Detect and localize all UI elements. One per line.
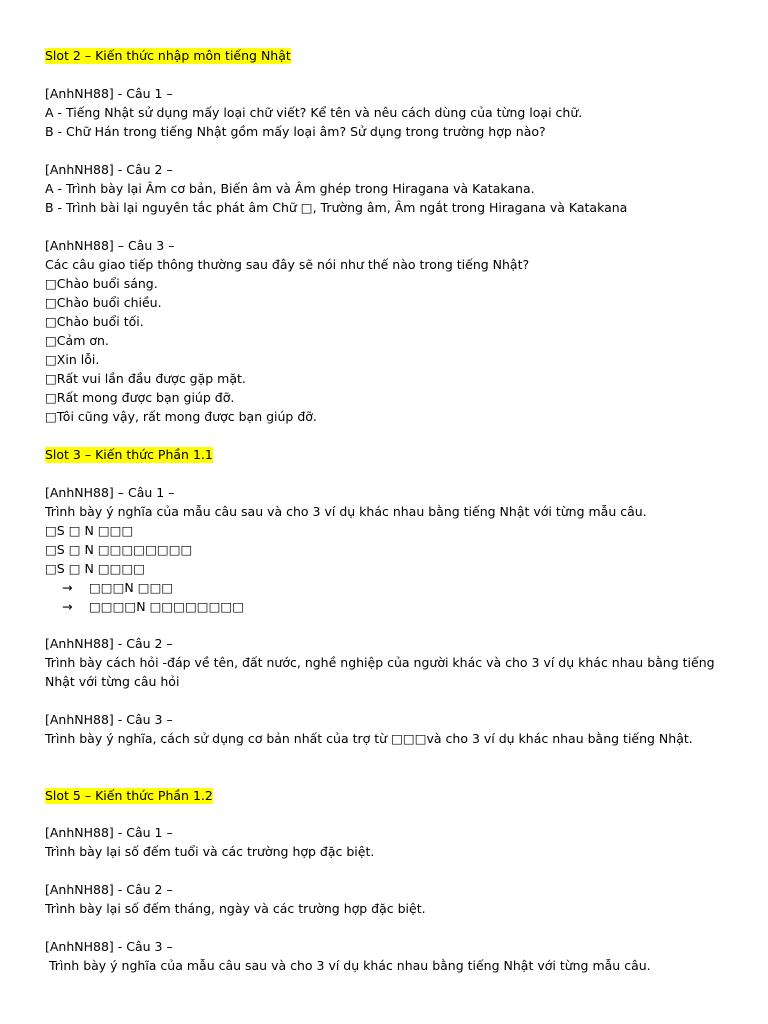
list-item: □Tôi cũng vậy, rất mong được bạn giúp đỡ. [45, 409, 317, 424]
slot5-q1-title: [AnhNH88] - Câu 1 – [45, 825, 173, 840]
slot2-q1-line-b: B - Chữ Hán trong tiếng Nhật gồm mấy loại âm? Sử dụng trong trường hợp nào? [45, 124, 546, 139]
slot3-q2-line-2: Nhật với từng câu hỏi [45, 674, 180, 689]
slot2-heading: Slot 2 – Kiến thức nhập môn tiếng Nhật [45, 48, 291, 63]
list-item: □Cảm ơn. [45, 333, 109, 348]
slot2-q1-title: [AnhNH88] - Câu 1 – [45, 86, 173, 101]
list-item: □Chào buổi sáng. [45, 276, 158, 291]
slot5-q2-title: [AnhNH88] - Câu 2 – [45, 882, 173, 897]
list-item: □Rất mong được bạn giúp đỡ. [45, 390, 235, 405]
slot3-heading: Slot 3 – Kiến thức Phần 1.1 [45, 447, 213, 462]
slot2-q2-title: [AnhNH88] - Câu 2 – [45, 162, 173, 177]
slot3-q3-line: Trình bày ý nghĩa, cách sử dụng cơ bản nhất của trợ từ □□□và cho 3 ví dụ khác nhau bằng tiếng Nhật. [45, 731, 693, 746]
pattern-item: □S □ N □□□□ [45, 561, 146, 576]
list-item: □Chào buổi tối. [45, 314, 144, 329]
slot2-q3-title: [AnhNH88] – Câu 3 – [45, 238, 175, 253]
arrow-icon: → [62, 580, 73, 595]
slot2-q2-line-b: B - Trình bài lại nguyên tắc phát âm Chữ □, Trường âm, Âm ngắt trong Hiragana và Katakana [45, 200, 628, 215]
slot5-q3-line: Trình bày ý nghĩa của mẫu câu sau và cho 3 ví dụ khác nhau bằng tiếng Nhật với từng mẫu câu. [45, 958, 651, 973]
slot3-q1-title: [AnhNH88] – Câu 1 – [45, 485, 175, 500]
slot2-q2-line-a: A - Trình bày lại Âm cơ bản, Biến âm và Âm ghép trong Hiragana và Katakana. [45, 181, 535, 196]
slot3-q2-title: [AnhNH88] - Câu 2 – [45, 636, 173, 651]
list-item: □Xin lỗi. [45, 352, 100, 367]
slot5-q2-line: Trình bày lại số đếm tháng, ngày và các trường hợp đặc biệt. [45, 901, 426, 916]
list-item: □Rất vui lần đầu được gặp mặt. [45, 371, 246, 386]
slot3-q2-line-1: Trình bày cách hỏi -đáp về tên, đất nước, nghề nghiệp của người khác và cho 3 ví dụ khác nhau bằng tiếng [45, 655, 715, 670]
slot3-q3-title: [AnhNH88] - Câu 3 – [45, 712, 173, 727]
slot5-q1-line: Trình bày lại số đếm tuổi và các trường hợp đặc biệt. [45, 844, 375, 859]
list-item: □Chào buổi chiều. [45, 295, 162, 310]
pattern-item: □S □ N □□□□□□□□ [45, 542, 193, 557]
pattern-item: □S □ N □□□ [45, 523, 134, 538]
arrow-icon: → [62, 599, 73, 614]
slot3-q1-intro: Trình bày ý nghĩa của mẫu câu sau và cho 3 ví dụ khác nhau bằng tiếng Nhật với từng mẫu câu. [45, 504, 647, 519]
slot2-q1-line-a: A - Tiếng Nhật sử dụng mấy loại chữ viết? Kể tên và nêu cách dùng của từng loại chữ. [45, 105, 583, 120]
slot5-heading: Slot 5 – Kiến thức Phần 1.2 [45, 788, 213, 803]
slot2-q3-intro: Các câu giao tiếp thông thường sau đây sẽ nói như thế nào trong tiếng Nhật? [45, 257, 530, 272]
slot5-q3-title: [AnhNH88] - Câu 3 – [45, 939, 173, 954]
arrow-item: □□□□N □□□□□□□□ [89, 599, 245, 614]
arrow-item: □□□N □□□ [89, 580, 174, 595]
